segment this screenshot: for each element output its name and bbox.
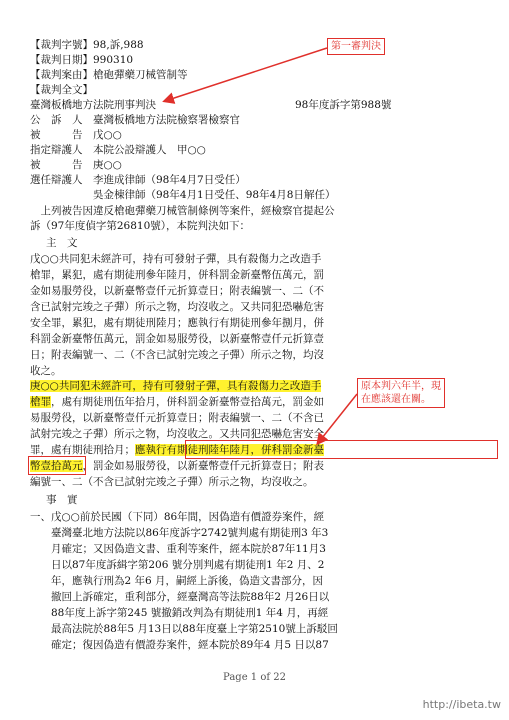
verdict-line: 科罰金新臺幣伍萬元，罰金如易服勞役，以新臺幣壹仟元折算壹 bbox=[30, 333, 324, 345]
intro-line: 訴（97年度偵字第26810號），本院判決如下： bbox=[30, 220, 251, 232]
court-title: 臺灣板橋地方法院刑事判決 bbox=[30, 99, 156, 111]
verdict-line: 編號一、二（不含已試射完竣之子彈）所示之物，均沒收之。 bbox=[30, 476, 314, 488]
verdict-line: 試射完竣之子彈）所示之物，均沒收之。又共同犯恐嚇危害安全 bbox=[30, 428, 324, 440]
highlighted-text: 庚○○共同犯未經許可，持有可發射子彈，具有殺傷力之改造手 bbox=[30, 380, 322, 392]
party-line: 指定辯護人 本院公設辯護人 甲○○ bbox=[30, 144, 206, 156]
party-line: 被 告 庚○○ bbox=[30, 159, 122, 171]
facts-line: 確定；復因偽造有價證券案件，經本院於89年4 月5 日以87 bbox=[30, 639, 329, 651]
highlighted-text: 幣壹拾萬元 bbox=[30, 460, 83, 472]
facts-line: 月確定；又因偽造文書、重利等案件，經本院於87年11月3 bbox=[30, 543, 326, 555]
main-text-heading: 主 文 bbox=[46, 237, 78, 249]
verdict-line: 金如易服勞役，以新臺幣壹仟元折算壹日；附表編號一、二（不 bbox=[30, 285, 324, 297]
facts-line: 臺灣臺北地方法院以86年度訴字2742號判處有期徒刑3 年3 bbox=[30, 527, 329, 539]
verdict-line: 槍罪，累犯，處有期徒刑參年陸月，併科罰金新臺幣伍萬元，罰 bbox=[30, 269, 324, 281]
judgment-date-field: 【裁判日期】990310 bbox=[30, 54, 134, 66]
case-cause-field: 【裁判案由】槍砲彈藥刀械管制等 bbox=[30, 69, 188, 81]
verdict-line: 槍罪，處有期徒刑伍年拾月，併科罰金新臺幣壹拾萬元，罰金如 bbox=[30, 396, 324, 408]
verdict-line: 幣壹拾萬元，罰金如易服勞役，以新臺幣壹仟元折算壹日；附表 bbox=[30, 460, 324, 472]
facts-line: 年，應執行刑為2 年6 月，嗣經上訴後，偽造文書部分，因 bbox=[30, 575, 324, 587]
verdict-line: 安全罪，累犯，處有期徒刑陸月；應執行有期徒刑參年捌月，併 bbox=[30, 317, 324, 329]
watermark: http://ibeta.tw bbox=[422, 698, 501, 711]
intro-line: 上列被告因違反槍砲彈藥刀械管制條例等案件，經檢察官提起公 bbox=[30, 205, 335, 217]
facts-line: 88年度上訴字第245 號撤銷改判為有期徒刑1 年4 月，再經 bbox=[30, 607, 329, 619]
arrow-to-court-title bbox=[165, 48, 327, 101]
party-line: 公 訴 人 臺灣板橋地方法院檢察署檢察官 bbox=[30, 114, 240, 126]
verdict-line: 罪，處有期徒刑拾月；應執行有期徒刑陸年陸月，併科罰金新臺 bbox=[30, 444, 324, 456]
case-number-field: 【裁判字號】98,訴,988 bbox=[30, 39, 144, 51]
annotation-sentence-note: 原本判六年半，現 在應該還在關。 bbox=[357, 378, 445, 408]
facts-line: 最高法院於88年5 月13日以88年度臺上字第2510號上訴駁回 bbox=[30, 623, 338, 635]
highlighted-text: 應執行有期徒刑陸年陸月，併科罰金新臺 bbox=[135, 444, 324, 456]
party-line: 被 告 戊○○ bbox=[30, 129, 122, 141]
party-line: 吳金棟律師（98年4月1日受任、98年4月8日解任） bbox=[30, 189, 336, 201]
facts-line: 撤回上訴確定，重利部分，經臺灣高等法院88年2 月26日以 bbox=[30, 591, 330, 603]
facts-line: 日以87年度訴緝字第206 號分別判處有期徒刑1 年2 月、2 bbox=[30, 559, 325, 571]
verdict-line: 含已試射完竣之子彈）所示之物，均沒收之。又共同犯恐嚇危害 bbox=[30, 301, 324, 313]
highlighted-text: 槍罪 bbox=[30, 396, 51, 408]
arrow-to-sentence bbox=[318, 394, 357, 443]
verdict-line: 收之。 bbox=[30, 365, 62, 377]
case-number-line: 98年度訴字第988號 bbox=[295, 99, 392, 111]
party-line: 選任辯護人 李進成律師（98年4月7日受任） bbox=[30, 174, 246, 186]
annotation-first-instance: 第一審判決 bbox=[327, 38, 385, 55]
verdict-line: 戊○○共同犯未經許可，持有可發射子彈，具有殺傷力之改造手 bbox=[30, 253, 322, 265]
verdict-line: 易服勞役，以新臺幣壹仟元折算壹日；附表編號一、二（不含已 bbox=[30, 412, 324, 424]
facts-heading: 事 實 bbox=[46, 494, 78, 506]
page-number: Page 1 of 22 bbox=[223, 672, 286, 683]
verdict-line: 日；附表編號一、二（不含已試射完竣之子彈）所示之物，均沒 bbox=[30, 349, 324, 361]
full-text-label: 【裁判全文】 bbox=[30, 84, 93, 96]
facts-line: 一、戊○○前於民國（下同）86年間，因偽造有價證券案件，經 bbox=[30, 511, 325, 523]
